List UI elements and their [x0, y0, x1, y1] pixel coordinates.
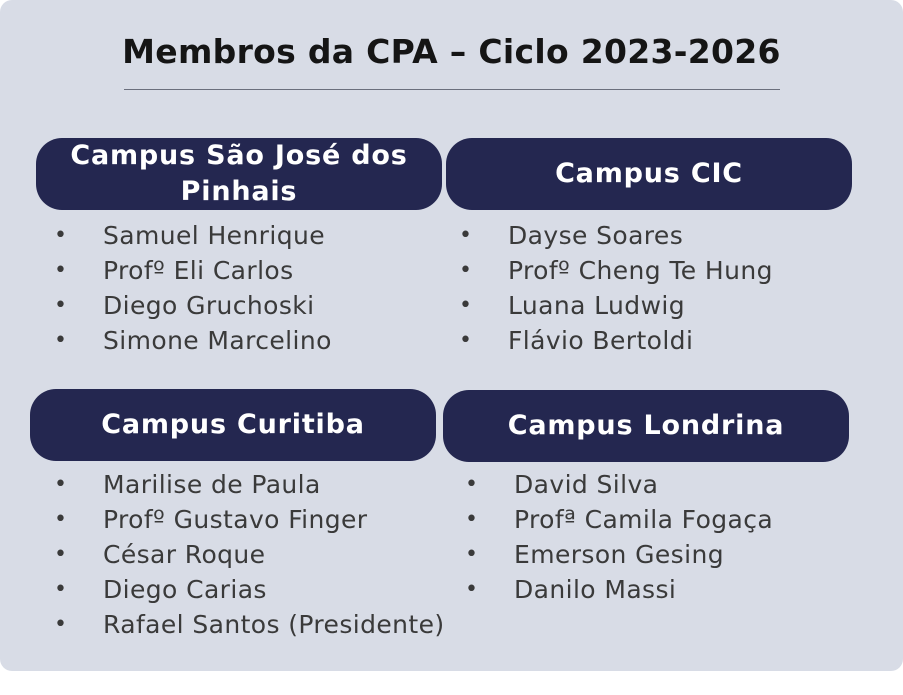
title-divider	[124, 89, 780, 90]
member-list-cic	[459, 218, 773, 358]
page-title: Membros da CPA – Ciclo 2023-2026	[122, 32, 781, 71]
list-item	[54, 502, 445, 537]
bullet-icon: •	[54, 577, 68, 602]
member-name: Danilo Massi	[514, 575, 677, 604]
list-item	[465, 467, 773, 502]
list-item	[54, 288, 332, 323]
bullet-icon: •	[54, 507, 68, 532]
list-item	[54, 467, 445, 502]
member-name: Profº Eli Carlos	[103, 256, 294, 285]
campus-header-londrina: Campus Londrina	[443, 390, 849, 462]
member-name: Emerson Gesing	[514, 540, 724, 569]
member-name: Simone Marcelino	[103, 326, 332, 355]
member-name: Marilise de Paula	[103, 470, 321, 499]
list-item	[54, 572, 445, 607]
bullet-icon: •	[54, 612, 68, 637]
list-item	[459, 218, 773, 253]
list-item	[465, 537, 773, 572]
bullet-icon: •	[54, 328, 68, 353]
bullet-icon: •	[54, 258, 68, 283]
bullet-icon: •	[465, 472, 479, 497]
list-item	[54, 537, 445, 572]
member-list-sao-jose	[54, 218, 332, 358]
bullet-icon: •	[459, 293, 473, 318]
member-name: Diego Gruchoski	[103, 291, 315, 320]
member-name: Flávio Bertoldi	[508, 326, 694, 355]
member-list-londrina	[465, 467, 773, 607]
list-item	[459, 288, 773, 323]
member-list-curitiba	[54, 467, 445, 642]
list-item	[459, 323, 773, 358]
bullet-icon: •	[54, 223, 68, 248]
list-item	[54, 607, 445, 642]
member-name: David Silva	[514, 470, 659, 499]
member-name: Profª Camila Fogaça	[514, 505, 774, 534]
list-item	[465, 502, 773, 537]
campus-header-cic: Campus CIC	[446, 138, 852, 210]
bullet-icon: •	[465, 542, 479, 567]
member-name: Samuel Henrique	[103, 221, 326, 250]
bullet-icon: •	[54, 542, 68, 567]
bullet-icon: •	[459, 328, 473, 353]
campus-header-curitiba: Campus Curitiba	[30, 389, 436, 461]
member-name: Rafael Santos (Presidente)	[103, 610, 445, 639]
member-name: Profº Cheng Te Hung	[508, 256, 773, 285]
member-name: Diego Carias	[103, 575, 267, 604]
member-name: César Roque	[103, 540, 266, 569]
bullet-icon: •	[54, 472, 68, 497]
bullet-icon: •	[465, 507, 479, 532]
list-item	[465, 572, 773, 607]
member-name: Profº Gustavo Finger	[103, 505, 368, 534]
bullet-icon: •	[459, 223, 473, 248]
bullet-icon: •	[54, 293, 68, 318]
member-name: Dayse Soares	[508, 221, 684, 250]
member-name: Luana Ludwig	[508, 291, 686, 320]
list-item	[54, 253, 332, 288]
list-item	[54, 218, 332, 253]
campus-header-sao-jose: Campus São José dos Pinhais	[36, 138, 442, 210]
list-item	[54, 323, 332, 358]
list-item	[459, 253, 773, 288]
bullet-icon: •	[459, 258, 473, 283]
bullet-icon: •	[465, 577, 479, 602]
